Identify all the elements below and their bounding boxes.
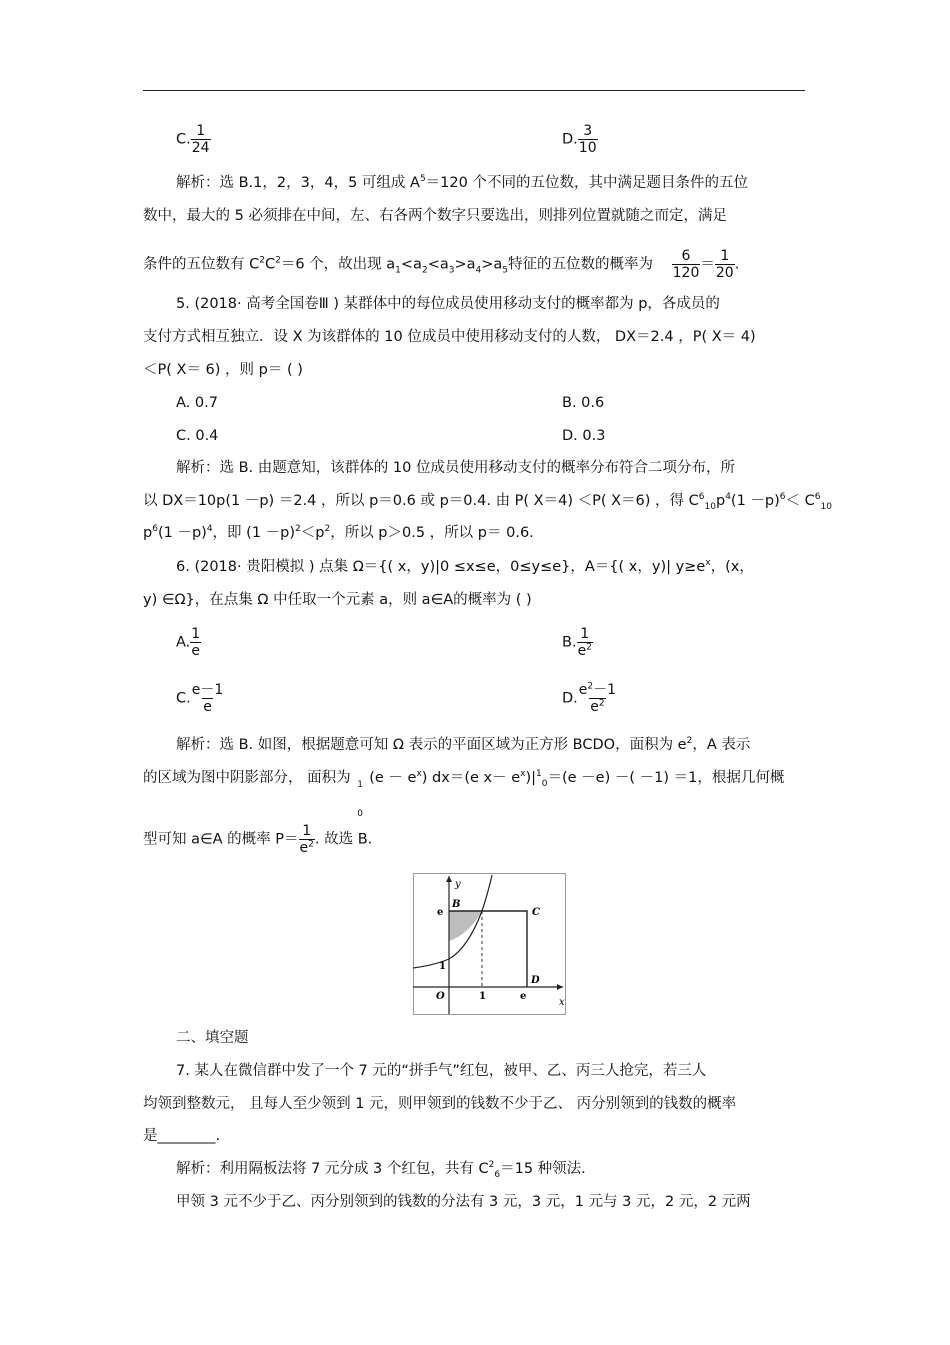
y-label: y [455, 879, 461, 890]
shaded-region [449, 911, 482, 941]
q6-option-a: A. $\frac{1}{e}$ [176, 626, 201, 659]
one-bottom-label: 1 [479, 991, 486, 1002]
q5-option-b: B. 0.6 [562, 395, 605, 411]
option-d: D. $\frac{3}{10}$ [562, 123, 597, 156]
fraction: $\frac{1}{e^2}$ [577, 626, 592, 659]
d-label: D [531, 975, 540, 986]
q6-line2: y) ∈Ω}，在点集 Ω 中任取一个元素 a，则 a∈A的概率为 ( ) [143, 592, 532, 608]
q7-line2: 均领到整数元， 且每人至少领到 1 元，则甲领到的钱数不少于乙、 丙分别领到的钱数的概率 [143, 1096, 737, 1112]
q5-line3: ＜P( X＝ 6) ，则 p＝ ( ) [143, 362, 303, 378]
q6-option-b: B. $\frac{1}{e^2}$ [562, 626, 592, 659]
fraction: $\frac{1}{e}$ [191, 626, 201, 659]
region-figure [413, 873, 566, 1015]
q6-option-d: D. $\frac{e^2-1}{e^2}$ [562, 681, 617, 715]
q5-option-d: D. 0.3 [562, 428, 606, 444]
q6-option-c: C. $\frac{e-1}{e}$ [176, 682, 224, 715]
q5-solution-line1: 解析：选 B. 由题意知，该群体的 10 位成员使用移动支付的概率分布符合二项分布，所 [176, 460, 735, 476]
y-arrow-icon [446, 876, 452, 882]
option-c: C. $\frac{1}{24}$ [176, 123, 210, 156]
q5-solution-line2: 以 DX＝10p(1 －p) ＝2.4 ，所以 p＝0.6 或 p＝0.4. 由 P( X＝4) ＜P( X＝6) ，得 $C^6_{10}p^4(1 -p)^6< C^6_{10}$ [143, 492, 832, 512]
section-title: 二、填空题 [176, 1030, 249, 1046]
q7-line3: 是________. [143, 1128, 221, 1144]
q4-solution-line2: 数中，最大的 5 必须排在中间，左、右各两个数字只要选出，则排列位置就随之而定，满足 [143, 208, 727, 224]
fraction: $\frac{e-1}{e}$ [191, 682, 224, 715]
header-rule [143, 90, 805, 91]
x-arrow-icon [557, 984, 563, 990]
x-label: x [559, 997, 565, 1008]
q4-solution-line3: 条件的五位数有 $C^2C^2=6$ 个，故出现 $a_1<a_2<a_3>a_4>a_5$特征的五位数的概率为 $\frac{6}{120}$ ＝ $\frac{1}{20}$ . [143, 248, 740, 281]
fraction: $\frac{3}{10}$ [578, 123, 597, 156]
fraction: $\frac{1}{24}$ [191, 123, 210, 156]
q7-line1: 7. 某人在微信群中发了一个 7 元的“拼手气”红包，被甲、乙、丙三人抢完，若三人 [176, 1063, 707, 1079]
q6-solution-line3: 型可知 a∈A 的概率 P＝ $\frac{1}{e^2}$ . 故选 B. [143, 823, 373, 856]
origin-label: O [436, 991, 445, 1002]
q4-solution-line1: 解析：选 B.1，2，3，4，5 可组成 $A^5=120$ 个不同的五位数，其中满足题目条件的五位 [176, 174, 748, 191]
b-label: B [452, 899, 461, 910]
q7-solution-line2: 甲领 3 元不少于乙、丙分别领到的钱数的分法有 3 元，3 元，1 元与 3 元，2 元，2 元两 [176, 1194, 751, 1210]
fraction: $\frac{1}{20}$ [715, 248, 734, 281]
e-bottom-label: e [520, 991, 527, 1002]
q7-solution-line1: 解析：利用隔板法将 7 元分成 3 个红包，共有 $C^2_6=15$ 种领法. [176, 1160, 586, 1180]
one-left-label: 1 [439, 961, 446, 972]
c-label: C [532, 907, 540, 918]
q5-solution-line3: $p^6(1 -p)^4$，即 $(1 -p)^2<p^2$，所以 p＞0.5 ，所以 p＝ 0.6. [143, 524, 534, 541]
fraction: $\frac{6}{120}$ [672, 248, 700, 281]
q5-line1: 5. (2018· 高考全国卷Ⅲ ) 某群体中的每位成员使用移动支付的概率都为 p，各成员的 [176, 296, 720, 312]
q5-option-a: A. 0.7 [176, 395, 218, 411]
fraction: $\frac{1}{e^2}$ [299, 823, 314, 856]
q5-line2: 支付方式相互独立．设 X 为该群体的 10 位成员中使用移动支付的人数， DX＝2.4 ，P( X＝ 4) [143, 329, 756, 345]
q6-solution-line1: 解析：选 B. 如图，根据题意可知 Ω 表示的平面区域为正方形 BCDO，面积为 $e^2$，A 表示 [176, 736, 751, 753]
fraction: $\frac{e^2-1}{e^2}$ [578, 681, 617, 715]
q5-option-c: C. 0.4 [176, 428, 219, 444]
q6-solution-line2: 的区域为图中阴影部分， 面积为 1 0 $(e - e^x)$ dx＝(e $x- e^x)|^1_0=(e -e)$ －( －1) ＝1，根据几何概 [143, 769, 785, 819]
e-left-label: e [437, 907, 444, 918]
q6-line1: 6. (2018· 贵阳模拟 ) 点集 Ω＝{( x，y)|0 ≤x≤e，0≤y≤e}，A＝{( x，y)| $y\ge e^x$，(x， [176, 558, 754, 575]
